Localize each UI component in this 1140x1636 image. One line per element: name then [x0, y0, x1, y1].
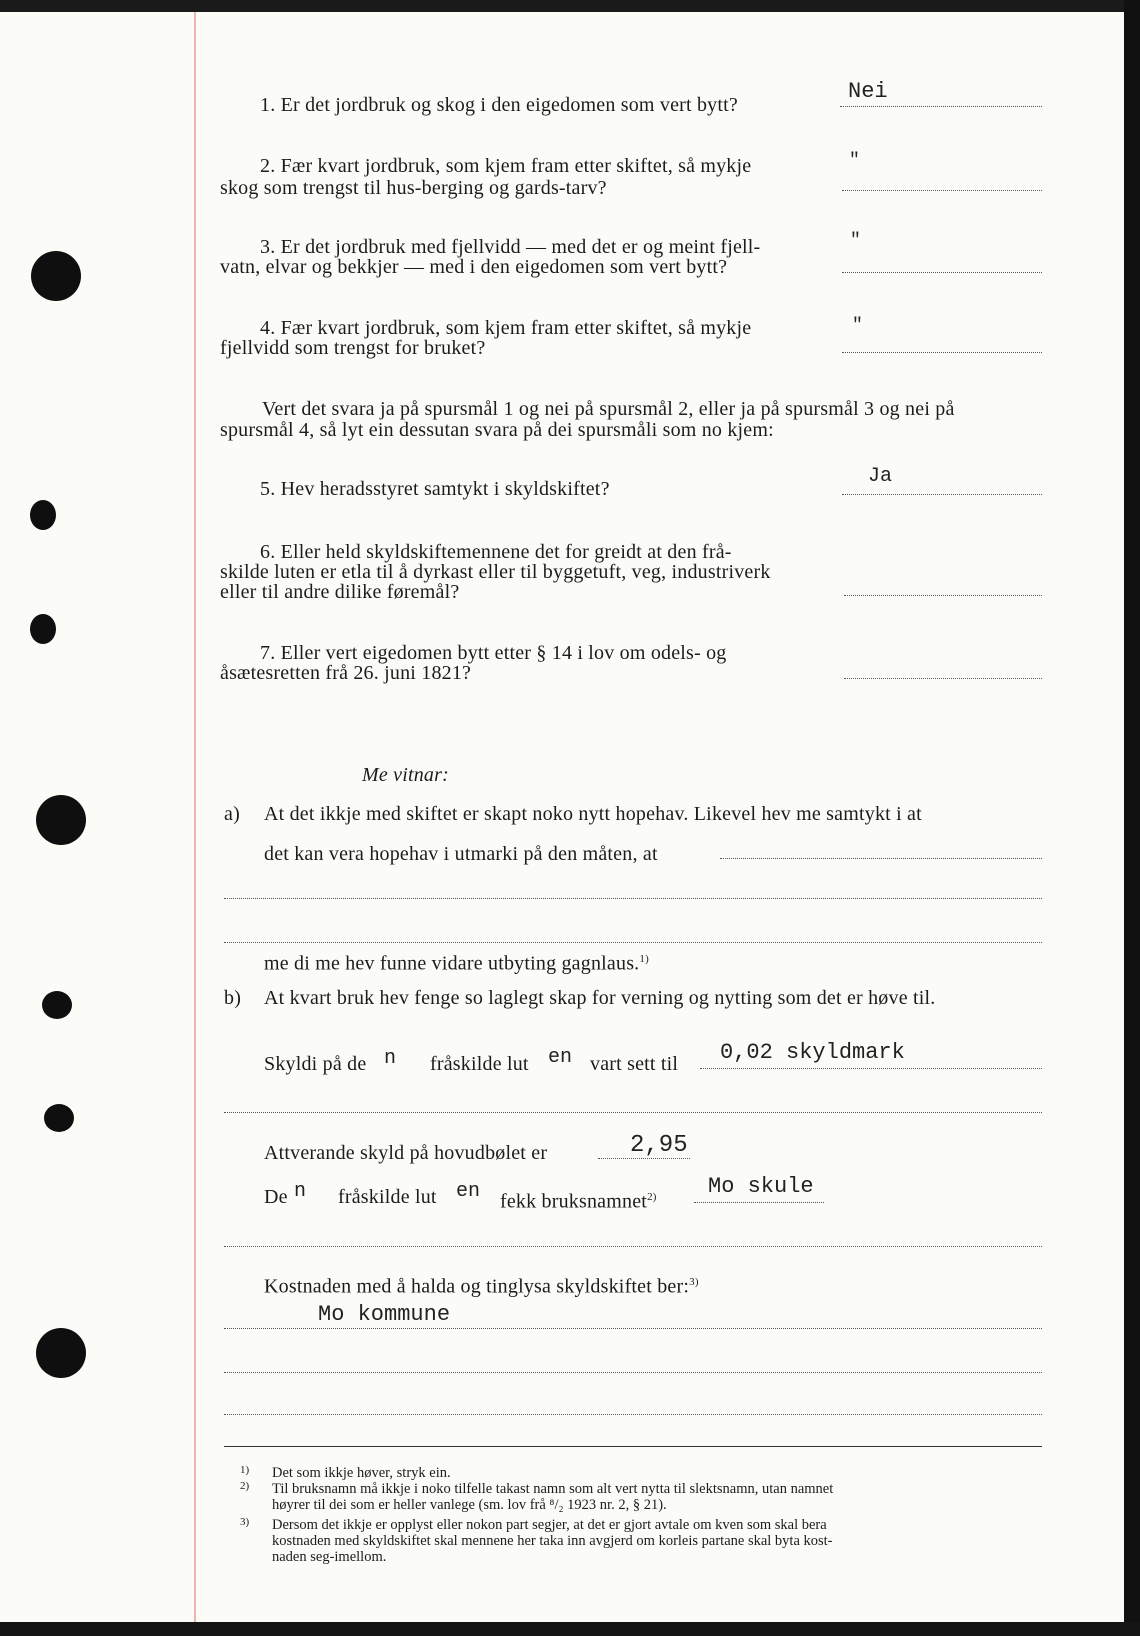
scan-border-bottom [0, 1622, 1140, 1636]
cost-fill-line [224, 1328, 1042, 1329]
binder-hole [44, 1104, 74, 1132]
question-4-line-1: 4. Fær kvart jordbruk, som kjem fram etter skiftet, så mykje [260, 317, 752, 339]
rest-fill-line [598, 1158, 690, 1159]
answer-line-6 [844, 595, 1042, 596]
name-fill-line [694, 1202, 824, 1203]
witness-a-line-1: At det ikkje med skiftet er skapt noko nytt hopehav. Likevel hev me samtykt i at [264, 803, 922, 825]
name-text-1: De [264, 1186, 288, 1208]
footnote-3-mark: 3) [240, 1516, 250, 1528]
question-5: 5. Hev heradsstyret samtykt i skyldskiftet? [260, 478, 610, 500]
answer-4-ditto-mark: " [852, 316, 863, 336]
question-3-line-1: 3. Er det jordbruk med fjellvidd — med det er og meint fjell‑ [260, 236, 761, 258]
footnote-separator [224, 1446, 1042, 1447]
answer-line-7 [844, 678, 1042, 679]
question-6-line-2: skilde luten er etla til å dyrkast eller til byggetuft, veg, industriverk [220, 561, 771, 583]
question-7-line-1: 7. Eller vert eigedomen bytt etter § 14 i lov om odels‑ og [260, 642, 727, 664]
question-3-line-2: vatn, elvar og bekkjer — med i den eigedomen som vert bytt? [220, 256, 728, 278]
question-6-line-1: 6. Eller held skyldskiftemennene det for greidt at den frå‑ [260, 541, 732, 563]
rest-label: Attverande skyld på hovudbølet er [264, 1142, 548, 1164]
footnote-3-line-2: kostnaden med skyldskiftet skal mennene her taka inn avgjerd om korleis partane skal byta kost‑ [272, 1533, 833, 1549]
name-hand-en: en [456, 1180, 481, 1203]
question-2-line-1: 2. Fær kvart jordbruk, som kjem fram etter skiftet, så mykje [260, 155, 752, 177]
name-hand-n: n [294, 1180, 307, 1203]
skyld-text-2: fråskilde lut [430, 1053, 529, 1075]
answer-line-4 [842, 352, 1042, 353]
answer-3-ditto-mark: " [850, 231, 861, 251]
footnote-3-line-3: naden seg‑imellom. [272, 1549, 387, 1565]
question-4-line-2: fjellvidd som trengst for bruket? [220, 337, 486, 359]
cost-label: Kostnaden med å halda og tinglysa skyldskiftet ber:$^{3)}$ [264, 1275, 699, 1298]
name-text-2: fråskilde lut [338, 1186, 437, 1208]
cost-value: Mo kommune [318, 1302, 451, 1327]
instruction-line-1: Vert det svara ja på spursmål 1 og nei på spursmål 2, eller ja på spursmål 3 og nei på [262, 398, 955, 420]
witness-b-line-1: At kvart bruk hev fenge so laglegt skap for verning og nytting som det er høve til. [264, 987, 936, 1009]
footnote-3-line-1: Dersom det ikkje er opplyst eller nokon part segjer, at det er gjort avtale om kven som skal bera [272, 1517, 827, 1533]
name-blank-line [224, 1246, 1042, 1247]
skyld-text-3: vart sett til [590, 1053, 679, 1075]
question-7-line-2: åsætesretten frå 26. juni 1821? [220, 662, 472, 684]
answer-line-3 [842, 272, 1042, 273]
skyld-hand-en: en [548, 1046, 573, 1069]
skyld-hand-n: n [384, 1047, 397, 1070]
answer-line-5 [842, 494, 1042, 495]
question-6-line-3: eller til andre dilike føremål? [220, 581, 460, 603]
witness-a-fill-line [720, 858, 1042, 859]
skyld-blank-line [224, 1112, 1042, 1113]
footnote-1-mark: 1) [240, 1464, 250, 1476]
name-value: Mo skule [708, 1174, 814, 1199]
answer-line-2 [842, 190, 1042, 191]
binder-hole [30, 614, 56, 644]
answer-1: Nei [848, 79, 888, 104]
footnote-2-line-2: høyrer til dei som er heller vanlege (sm. lov frå ⁸/₂ 1923 nr. 2, § 21). [272, 1497, 667, 1513]
binder-hole [42, 991, 72, 1019]
skyld-value: 0,02 skyldmark [720, 1040, 905, 1065]
cost-blank-line [224, 1414, 1042, 1415]
skyld-fill-line [700, 1068, 1042, 1069]
footnote-2-line-1: Til bruksnamn må ikkje i noko tilfelle takast namn som alt vert nytta til slektsnamn, utan namnet [272, 1481, 834, 1497]
margin-line [194, 12, 196, 1622]
question-1: 1. Er det jordbruk og skog i den eigedomen som vert bytt? [260, 94, 738, 116]
witness-a-label: a) [224, 803, 240, 825]
cost-blank-line [224, 1372, 1042, 1373]
question-2-line-2: skog som trengst til hus‑berging og gards‑tarv? [220, 177, 607, 199]
skyld-text-1: Skyldi på de [264, 1053, 367, 1075]
witness-a-blank-line [224, 942, 1042, 943]
binder-hole [36, 1328, 86, 1378]
answer-5: Ja [868, 465, 893, 488]
rest-value: 2,95 [630, 1132, 688, 1159]
binder-hole [31, 251, 81, 301]
binder-hole [36, 795, 86, 845]
witness-a-line-2: det kan vera hopehav i utmarki på den måten, at [264, 843, 658, 865]
footnote-2-mark: 2) [240, 1480, 250, 1492]
binder-hole [30, 500, 56, 530]
answer-line-1 [840, 106, 1042, 107]
witness-a-blank-line [224, 898, 1042, 899]
witness-a-line-3: me di me hev funne vidare utbyting gagnlaus.$^{1)}$ [264, 952, 649, 975]
instruction-line-2: spursmål 4, så lyt ein dessutan svara på dei spursmåli som no kjem: [220, 419, 774, 441]
witness-b-label: b) [224, 987, 242, 1009]
scan-border-right [1124, 0, 1140, 1636]
answer-2-ditto-mark: " [849, 151, 860, 171]
name-text-3: fekk bruksnamnet$^{2)}$ [500, 1190, 657, 1213]
footnote-1: Det som ikkje høver, stryk ein. [272, 1465, 451, 1481]
witness-heading: Me vitnar: [362, 764, 449, 786]
